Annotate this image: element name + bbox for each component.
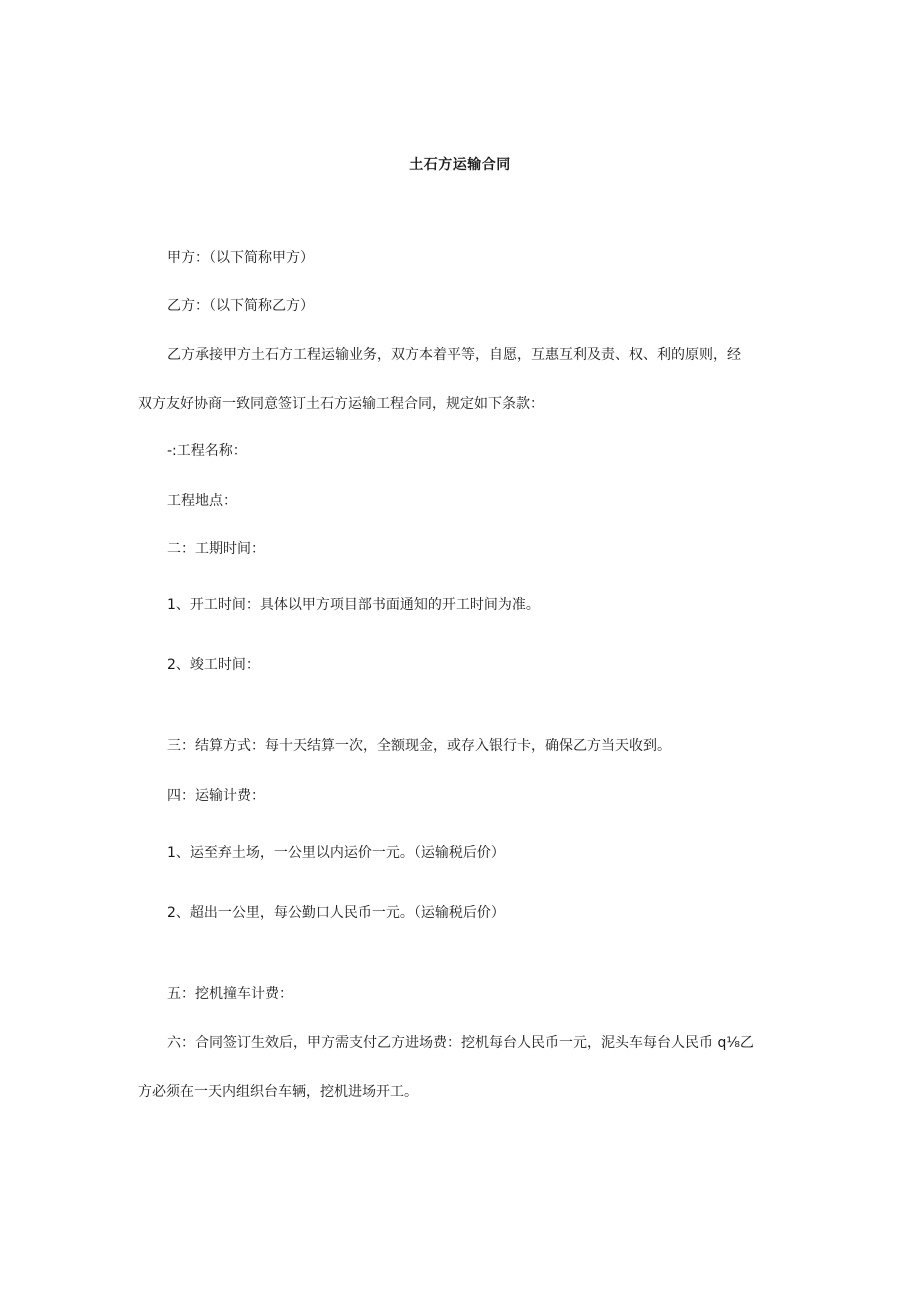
document-title: 土石方运输合同 [409,157,511,173]
section-2-heading: 二：工期时间： [167,541,265,557]
section-6-line-1: 六：合同签订生效后，甲方需支付乙方进场费：挖机每台人民币一元，泥头车每台人民币 q⅛乙 [167,1035,754,1051]
transport-fee-line-1: 1、运至弃土场，一公里以内运价一元。（运输税后价） [167,845,505,861]
project-name-line: -:工程名称： [167,443,247,459]
preamble-line-2: 双方友好协商一致同意签订土石方运输工程合同，规定如下条款： [138,396,544,412]
preamble-line-1: 乙方承接甲方土石方工程运输业务，双方本着平等，自愿，互惠互利及责、权、利的原则，经 [167,347,741,363]
section-6-line-2: 方必须在一天内组织台车辆，挖机进场开工。 [138,1084,418,1100]
start-time-line: 1、开工时间：具体以甲方项目部书面通知的开工时间为准。 [167,597,540,613]
party-a-line: 甲方：（以下简称甲方） [167,250,314,266]
section-5-heading: 五：挖机撞车计费： [167,986,293,1002]
project-location-line: 工程地点： [167,493,237,509]
transport-fee-line-2: 2、超出一公里，每公勤口人民币一元。（运输税后价） [167,905,505,921]
section-3-settlement-line: 三：结算方式：每十天结算一次，全额现金，或存入银行卡，确保乙方当天收到。 [167,738,671,754]
party-b-line: 乙方：（以下简称乙方） [167,298,314,314]
completion-time-line: 2、竣工时间： [167,657,260,673]
section-4-heading: 四：运输计费： [167,788,265,804]
